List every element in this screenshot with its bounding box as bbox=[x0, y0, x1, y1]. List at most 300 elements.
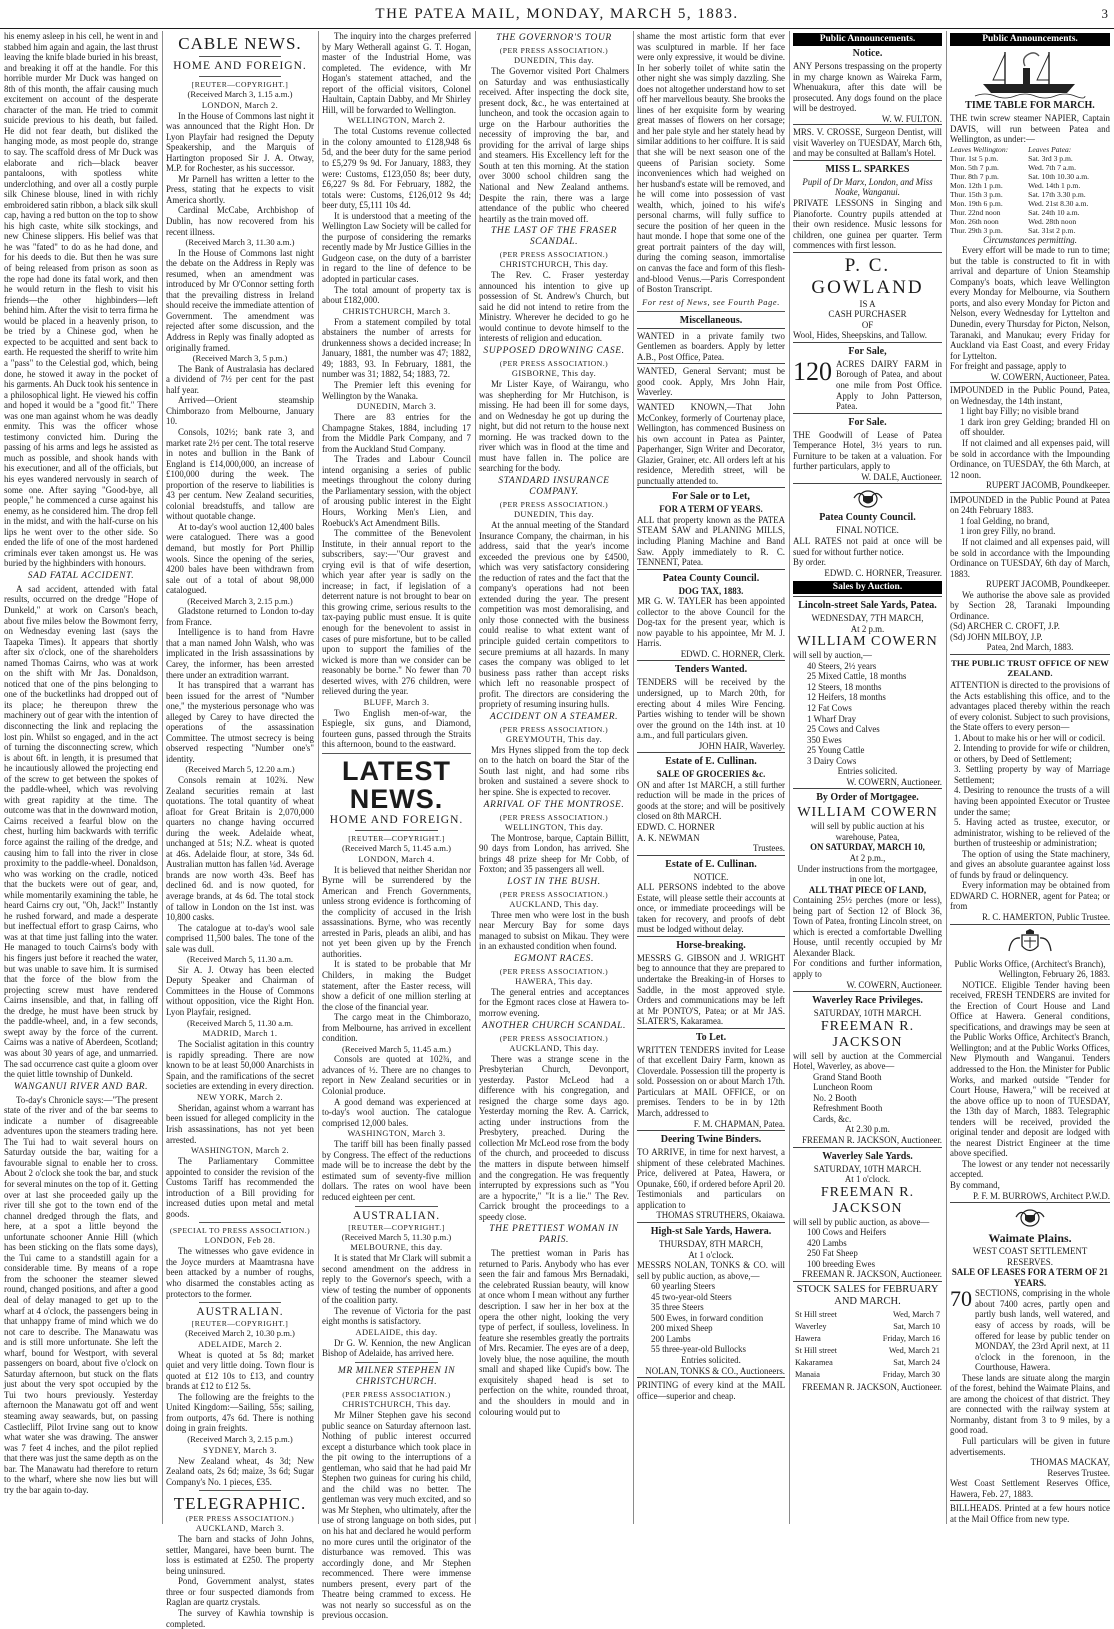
advert-text: WRITTEN TENDERS invited for Lease of that excellent Dairy Farm, known as Cloverdale. Possession till the property is sold. Possession on or about March 17th. Particulars at MAIL OFFICE, or on premises. Tenders to be in by 12th March, addressed to bbox=[637, 1044, 785, 1119]
table-cell: Sat. 31st 2 p.m. bbox=[1028, 225, 1076, 235]
list-item: Cards, &c. bbox=[813, 1113, 852, 1124]
advert-signature: JOHN HAIR, Waverley. bbox=[698, 740, 785, 751]
press-association-line: (PER PRESS ASSOCIATION.) bbox=[185, 1514, 295, 1524]
article-text: At the annual meeting of the Standard Insurance Company, the chairman, in his address, said that the year's income exceeded the previous one by £4500, which was very satisfactory considering the reduction of rates and the fact that the company's operations had not been extended during the year. The present competition was most demoralising, and only those connected with the business could realise to what extent want of principle guided certain competitors to secure premiums at all hazards. In many cases the company was obliged to let business pass rather than accept risks which left no reasonable prospect of profit. The directors are considering the propriety of resuming insuring hulls. bbox=[479, 519, 629, 710]
list-item: 250 Fat Sheep bbox=[807, 1248, 858, 1259]
received-line: (Received March 3, 5 p.m.) bbox=[192, 353, 288, 364]
table-header-row bbox=[950, 145, 1110, 154]
column-7 bbox=[950, 31, 1110, 1524]
list-item: 1. About to make his or her will or codicil. bbox=[954, 732, 1106, 743]
column-rule bbox=[162, 31, 163, 1524]
list-item: 4. Desiring to renounce the trusts of a will having been appointed Executor or Trustee under the same; bbox=[954, 785, 1110, 817]
advert-text: CASH PURCHASER bbox=[828, 309, 907, 320]
article-heading: THE LAST OF THE FRASER SCANDAL. bbox=[491, 226, 617, 248]
dateline: DUNEDIN, This day. bbox=[513, 509, 594, 519]
advert-subtitle: DOG TAX, 1883. bbox=[678, 585, 744, 596]
column-rule bbox=[318, 31, 319, 1524]
article-heading: ACCIDENT ON A STEAMER. bbox=[489, 711, 619, 722]
table-row bbox=[795, 1370, 940, 1380]
advert-text: IMPOUNDED in the Public Pound at Patea on 24th February 1883. bbox=[950, 494, 1110, 516]
advert-text: ALL PERSONS indebted to the above Estate, will please settle their accounts at once, or immediate proceedings will be taken for recovery, and proofs of debt must be lodged without delay. bbox=[637, 882, 785, 935]
list-item: 40 Steers, 2½ years bbox=[807, 660, 877, 671]
list-item: Grand Stand Booth bbox=[813, 1071, 882, 1082]
table-cell: Hawera bbox=[795, 1333, 821, 1343]
advert-text: MRS. V. CROSSE, Surgeon Dentist, will visit Waverley on TUESDAY, March 6th, and may be consulted at Ballam's Hotel. bbox=[793, 127, 942, 159]
advert-text: Circumstances permitting. bbox=[983, 234, 1077, 245]
advert-title: Lincoln-street Sale Yards, Patea. bbox=[798, 600, 937, 612]
divider bbox=[199, 1222, 282, 1223]
table-row bbox=[795, 1358, 940, 1368]
advert-text: SECTIONS, comprising in the whole about 7400 acres, partly open and partly bush lands, well watered, and easy of access by roads, will be offered for lease by public tender on MONDAY, the 23rd April next, at 11 o'clock in the forenoon, in the Courthouse, Hawera. bbox=[975, 1288, 1110, 1373]
list-item: 1 foal Gelding, no brand, bbox=[960, 515, 1050, 526]
auctioneer-name: WILLIAM COWERN bbox=[797, 634, 938, 650]
steamship-icon bbox=[975, 48, 1085, 98]
article-heading: THE PRETTIEST WOMAN IN PARIS. bbox=[489, 1224, 619, 1246]
table-cell: Thur. 29th 3 p.m. bbox=[950, 225, 1003, 235]
list-item: 350 Ewes bbox=[807, 734, 842, 745]
advert-text: By command, bbox=[950, 1180, 1000, 1191]
advert-title: TIME TABLE FOR MARCH. bbox=[965, 100, 1095, 111]
advert-signature: W. COWERN, Auctioneer. bbox=[846, 979, 942, 990]
article-text: Arrived—Orient steamship Chimborazo from Melbourne, January 10. bbox=[166, 395, 314, 427]
dateline: AUCKLAND, This day. bbox=[509, 1043, 599, 1053]
advert-text: MESSRS G. GIBSON and J. WRIGHT beg to announce that they are prepared to undertake the Breaking-in of Horses to Saddle, in the most approved style. Orders and communications may be left at Mr PONTO'S, Patea; or at Mr JAS. SLATER'S, Kakaramea. bbox=[637, 952, 785, 1027]
advert bbox=[637, 660, 785, 752]
article-heading: ARRIVAL OF THE MONTROSE. bbox=[483, 799, 625, 810]
advert bbox=[793, 252, 942, 342]
advert-date: SATURDAY, 10TH MARCH. bbox=[813, 1163, 922, 1174]
received-line: (Received March 3, 1.15 a.m.) bbox=[187, 89, 293, 99]
received-line: (Received March 5, 12.20 a.m.) bbox=[185, 764, 295, 775]
copyright-line: [REUTER—COPYRIGHT.] bbox=[191, 1319, 289, 1329]
article-text: The tariff bill has been finally passed by Congress. The effect of the reductions made will be to increase the debt by the estimated sum of seventy-five million dollars. The rates on wool have been reduced eighteen per cent. bbox=[322, 1139, 471, 1202]
advert bbox=[793, 991, 942, 1146]
article-text: In the House of Commons last night it was announced that the Right Hon. Dr Lyon Playfair had resigned the Deputy Speakership, and the Marquis of Hartington proposed Sir J. A. Otway, M.P. for Rochester, as his successor. bbox=[166, 110, 314, 174]
article-heading: EGMONT RACES. bbox=[514, 953, 594, 964]
advert bbox=[950, 654, 1110, 924]
section-subheading: HOME AND FOREIGN. bbox=[173, 60, 307, 72]
advert bbox=[637, 936, 785, 1028]
advert-text: For conditions and further information, apply to bbox=[793, 958, 942, 979]
advert-time: At 1 o'clock. bbox=[844, 1174, 891, 1185]
page-number: 3 bbox=[1101, 6, 1108, 21]
advert-text: MR G. W. TAYLER has been appointed collector to the above Council for the Dog-tax for the present year, which is now payable to his appointee, Mr M. J. Harris. bbox=[637, 596, 785, 649]
advert bbox=[793, 483, 942, 579]
advert-text: Entries solicited. bbox=[837, 766, 898, 777]
section-subheading: AUSTRALIAN. bbox=[196, 1306, 284, 1319]
advert-signature: W. DALE, Auctioneer. bbox=[861, 471, 942, 482]
dateline: DUNEDIN, March 3. bbox=[356, 402, 437, 412]
article-text: Three men who were lost in the bush near Mercury Bay for some days managed to subsist on Mikau. They were in an exhausted condition when found. bbox=[479, 909, 629, 952]
dateline: LONDON, March 4. bbox=[358, 854, 435, 864]
divider bbox=[355, 1206, 438, 1207]
advert-text: For freight and passage, apply to bbox=[950, 361, 1067, 372]
advert-text: MESSRS NOLAN, TONKS & CO. will sell by public auction, as above,— bbox=[637, 1260, 785, 1281]
article-text: A sad accident, attended with fatal results, occurred on the dredge "Hope of Dunkeld," at work on Carson's beach, about five miles below the Bowmont ferry, on Wednesday evening last (says the Taapeka Times). It appears that shortly after six o'clock, one of the shareholders named Thomas Cairns, who was at work on the shift with Mr Jas. Donaldson, noticed that one of the pins belonging to one of the bucketlinks had dropped out of its place; he thereupon threw the machinery out of gear with the intention of disconnecting the link and replacing the lost pin. Whilst so engaged, and in the act of turning the disconnecting screw, which is about 6ft. in length, it is presumed that he incautiously allowed the projecting end of the screw to get between the spokes of the paddle-wheel, which was revolving with great rapidity at the time. The outcome was that in the downward motion, Cairns received a fearful blow on the chest, hurling him backwards with terrific force against the railing of the dredge, and causing him to fall into the river in close proximity to the paddle-wheel. Donaldson, who was working on the cradle, noticed that the buckets were out of gear, and, while momentarily examining the table, he heard Cairns cry out, "Oh, Jack!" Instantly he rushed forward, and made a desperate but ineffectual effort to grasp Cairns, who was at that time just falling into the water. He managed to touch Cairns's body with his fingers just before it reached the water, but was unable to save him. It is surmised that the force of the blow from the projecting screw must have rendered Cairns insensible, and that, in falling off the dredge, he must have been struck by the paddle-wheel, and, in a few seconds, swept away by the force of the current. Cairns was a native of Aberdeen, Scotland; was about 30 years of age, and unmarried. The sad occurrence cast quite a gloom over the quiet little township of Dunkeld. bbox=[4, 583, 159, 1080]
advert-text: BILLHEADS. Printed at a few hours notice at the Mail Office from new type. bbox=[950, 1503, 1110, 1524]
continued-note: For rest of News, see Fourth Page. bbox=[642, 297, 780, 307]
copyright-line: [REUTER—COPYRIGHT.] bbox=[348, 834, 445, 843]
list-item: 12 Heifers, 18 months bbox=[807, 692, 886, 703]
article-text: The witnesses who gave evidence in the Joyce murders at Maamtrasna have been attacked by a number of roughs, who disarmed the constables acting as protectors to the former. bbox=[166, 1246, 314, 1299]
table-row bbox=[950, 208, 1110, 217]
list-item: 5. Having acted as trustee, executor, or administrator, wishing to be relieved of the burthen of trusteeship or administration; bbox=[954, 817, 1110, 849]
article-text: The barn and stacks of John Johns, settler, Mangarei, have been burnt. The loss is estimated at £250. The property being uninsured. bbox=[166, 1534, 314, 1576]
advert-text: If not claimed and all expenses paid, will be sold in accordance with the Impounding Ordinance, on TUESDAY, the 6th March, at 12 noon. bbox=[950, 438, 1110, 480]
table-cell: Wed, March 7 bbox=[892, 1309, 940, 1319]
column-5 bbox=[637, 31, 785, 1524]
advert-signature: P. F. M. BURROWS, Architect P.W.D. bbox=[972, 1190, 1110, 1201]
article-text: Sir A. J. Otway has been elected Deputy Speaker and Chairman of Committees in the House of Commons without opposition, vice the Right Hon. Lyon Playfair, resigned. bbox=[166, 964, 314, 1018]
table-cell: Kakaramea bbox=[795, 1357, 833, 1367]
article-text: It is believed that neither Sheridan nor Byrne will be surrendered by the American and French Governments, unless strong evidence is forthcoming of the complicity of accused in the Irish assassinations. Byrne, who was recently arrested in Paris, pleads an alibi, and has not yet been given up by the French authorities. bbox=[322, 864, 471, 959]
advert-title: For Sale or to Let, bbox=[672, 491, 750, 503]
dateline: CHRISTCHURCH, March 3. bbox=[342, 306, 451, 316]
advert-title: Waverley Race Privileges. bbox=[812, 995, 923, 1007]
advert-text: OF bbox=[861, 319, 874, 330]
table-cell: Thur. 1st 5 p.m. bbox=[950, 153, 999, 163]
article-text: Gladstone returned to London to-day from France. bbox=[166, 606, 314, 627]
table-cell: Friday, March 16 bbox=[882, 1333, 940, 1343]
advert-time: At 2.30 p.m. bbox=[845, 1124, 890, 1135]
article-text: The Trades and Labour Council intend organising a series of public meetings throughout the colony during the Parliamentary session, with the object of arousing public interest in the Eight Hours, Working Men's Lien, and Roebuck's Act Amendment Bills. bbox=[322, 454, 471, 528]
advert-signature: (Sd) JOHN MILBOY, J.P. bbox=[950, 631, 1043, 642]
list-item: 55 three-year-old Bullocks bbox=[651, 1344, 746, 1355]
article-text: Intelligence is to hand from Havre that a man named John Walsh, who was implicated in the Irish assassinations by Carey, the informer, has been arrested there under an extradition warrant. bbox=[166, 627, 314, 680]
item-list bbox=[637, 1281, 785, 1355]
advert-time: At 2 p.m., bbox=[849, 852, 886, 863]
press-association-line: (PER PRESS ASSOCIATION.) bbox=[499, 966, 609, 976]
dateline: SYDNEY, March 3. bbox=[203, 1445, 277, 1455]
list-item: 1 dark iron grey Gelding; branded Hl on off shoulder. bbox=[960, 416, 1110, 438]
column-2 bbox=[166, 31, 314, 1629]
advert-text: Every effort will be made to run to time; but the table is constructed to fit in with arrival and departure of Union Steamship Company's boats, which leave Wellington every Monday for Melbourne, via Southern ports, and also every Monday for Picton and Nelson, every Wednesday for Lyttelton and Dunedin, every Thursday for Picton, Nelson, Taranaki, and Manukau; every Friday for Auckland via East Coast, and every Friday for Lyttelton. bbox=[950, 245, 1110, 361]
advert-signature: Trustees. bbox=[753, 843, 785, 854]
article-text: At to-day's wool auction 12,400 bales were catalogued. There was a good demand, but mostly for Port Phillip wools. Since the opening of the series, 4200 bales have been withdrawn from sale out of a total of about 98,000 catalogued. bbox=[166, 521, 314, 596]
table-row bbox=[950, 217, 1110, 226]
article-text: Mr Lister Kaye, of Wairangu, who was shepherding for Mr Hutchison, is missing. He had been ill for some days, and on Wednesday he got up during the night, but did not return to the house next morning. He was tracked down to the river which was in flood at the time and must have fallen in. The police are searching for the body. bbox=[479, 379, 629, 474]
column-rule bbox=[789, 31, 790, 1524]
press-association-line: (PER PRESS ASSOCIATION.) bbox=[499, 46, 609, 55]
article-text: In the House of Commons last night the debate on the Address in Reply was resumed, when an amendment was introduced by Mr O'Connor setting forth that the prevailing distress in Ireland should receive the immediate attention of Government. The amendment was rejected after some discussion, and the Address in Reply was finally adopted as originally framed. bbox=[166, 247, 314, 353]
advert bbox=[950, 382, 1110, 491]
advert-subtitle: FINAL NOTICE. bbox=[836, 525, 899, 536]
section-band: Public Announcements. bbox=[950, 33, 1110, 46]
dateline: GREYMOUTH, This day. bbox=[505, 734, 603, 744]
auctioneer-name: FREEMAN R. JACKSON bbox=[820, 1018, 915, 1050]
article-text: Pond, Government analyst, states three or four suspected diamonds from Raglan are quartz crystals. bbox=[166, 1576, 314, 1608]
advert-signature: Reserves Trustee. bbox=[1047, 1467, 1110, 1478]
table-row bbox=[795, 1322, 940, 1332]
article-text: The Bank of Australasia has declared a dividend of 7½ per cent for the past half year. bbox=[166, 363, 314, 395]
advert-title: High-st Sale Yards, Hawera. bbox=[650, 1225, 772, 1237]
timetable bbox=[950, 145, 1110, 235]
article-text: Cardinal McCabe, Archbishop of Dublin, has now recovered from his recent illness. bbox=[166, 205, 314, 237]
list-item: 25 Mixed Cattle, 18 months bbox=[807, 671, 907, 682]
press-association-line: (PER PRESS ASSOCIATION.) bbox=[499, 889, 609, 899]
table-row bbox=[950, 181, 1110, 190]
press-association-line: (PER PRESS ASSOCIATION.) bbox=[499, 359, 609, 369]
table-cell: Sat, March 24 bbox=[893, 1357, 940, 1367]
advert bbox=[793, 788, 942, 991]
table-cell: Wed. 28th noon bbox=[1028, 216, 1077, 226]
dateline: NEW YORK, March 2. bbox=[196, 1092, 284, 1102]
list-item: 3. Settling property by way of Marriage Settlement; bbox=[954, 764, 1110, 785]
list-item: Refreshment Booth bbox=[813, 1103, 883, 1114]
stock-sales-table bbox=[793, 1308, 942, 1382]
advert-text: Containing 25½ perches (more or less), being part of Section 12 of Block 36, Town of Patea, fronting Lincoln street, on which is erected a comfortable Dwelling House, until recently occupied by Mr Alexander Black. bbox=[793, 895, 942, 958]
advert-title: P. C. GOWLAND bbox=[811, 254, 924, 298]
advert bbox=[793, 342, 942, 413]
advert-signature: (Sd) ARCHER C. CROFT, J.P. bbox=[950, 621, 1060, 632]
advert-subtitle: SALE OF GROCERIES &c. bbox=[656, 769, 766, 780]
dateline: CHRISTCHURCH, This day. bbox=[499, 260, 609, 270]
section-band: Sales by Auction. bbox=[793, 581, 942, 594]
advert-text: THE twin screw steamer NAPIER, Captain DAVIS, will run between Patea and Wellington, as under:— bbox=[950, 113, 1110, 145]
advert-text: ATTENTION is directed to the provisions of the Acts establishing this office, and to the advantages placed thereby within the reach of every colonist. Subject to such provisions, the State offers to every person— bbox=[950, 679, 1110, 733]
article-text: Consols, 102½; bank rate 3, and market rate 2½ per cent. The total reserve in notes and bullion in the Bank of England is £14,000,000, an increase of £100,000 during the week. The proportion of the reserve to liabilities is 43 per centum. New Zealand securities, colonial breadstuffs, and tallow are without quotable change. bbox=[166, 426, 314, 522]
advert-date: SATURDAY, 10TH MARCH. bbox=[813, 1008, 922, 1019]
advert-title: For Sale. bbox=[848, 416, 887, 428]
table-cell: Sat. 10th 10.30 a.m. bbox=[1028, 171, 1090, 181]
advert-title: STOCK SALES for FEBRUARY AND MARCH. bbox=[796, 1283, 939, 1307]
article-text: Sheridan, against whom a warrant has been issued for alleged complicity in the Irish assassinations, has not yet been arrested. bbox=[166, 1102, 314, 1145]
article-text: The following are the freights to the United Kingdom:—Sailing, 55s; sailing, from outports, 47s 6d. There is nothing doing in grain freights. bbox=[166, 1391, 314, 1434]
article-heading: WANGANUI RIVER AND BAR. bbox=[13, 1081, 149, 1092]
advert-text: ACRES DAIRY FARM in Borough of Patea, and about one mile from Post Office. Apply to John Patterson, Patea. bbox=[836, 358, 942, 412]
dateline: WELLINGTON, March 2. bbox=[347, 116, 446, 126]
advert-title: Estate of E. Cullinan. bbox=[665, 858, 757, 870]
advert-signature: FREEMAN R. JACKSON, Auctioneer. bbox=[801, 1269, 942, 1280]
advert-title: Public Works Office, (Architect's Branch), bbox=[954, 958, 1106, 969]
auctioneer-name: FREEMAN R. JACKSON bbox=[820, 1184, 915, 1216]
article-text: The prettiest woman in Paris has returned to Paris. Anybody who has ever seen the fair and famous Mrs Bernadaki, the celebrated Russian beauty, will know at once whom I mean without any further description. I saw her in her box at the opera the other night, looking the very type of perfect, if soulless, loveliness. In feature she resembles greatly the portraits of Mrs. Recamier. The eyes are of a deep, lovely blue, the nose aquiline, the mouth small and shaped like Cupid's bow. The exquisitely shaped head is set to perfection on the white, rounded throat, and the shoulders in mould and in colouring would put to bbox=[479, 1248, 629, 1417]
article-heading: LOST IN THE BUSH. bbox=[507, 876, 601, 887]
advert-title: Notice. bbox=[852, 48, 883, 59]
advert-text: Full particulars will be given in future advertisements. bbox=[950, 1435, 1110, 1457]
article-text: The cargo meat in the Chimborazo, from Melbourne, has arrived in excellent condition. bbox=[322, 1012, 471, 1044]
dateline: DUNEDIN, This day. bbox=[513, 56, 594, 65]
table-cell: Friday, March 30 bbox=[882, 1369, 940, 1379]
advert-text: Every information may be obtained from EDWARD C. HORNER, agent for Patea; or from bbox=[950, 880, 1110, 912]
advert-text: ANY Persons trespassing on the property in my charge known as Waireka Farm, Whenuakura, after this date will be prosecuted. Any dogs found on the place will be destroyed. bbox=[793, 61, 942, 114]
received-line: (Received March 5, 11.30 a.m. bbox=[186, 954, 294, 965]
table-cell: Manaia bbox=[795, 1369, 820, 1379]
advert-text: WANTED in a private family two Gentlemen as boarders. Apply by letter A.B., Post Office, Patea. bbox=[637, 330, 785, 362]
dateline: ADELAIDE, this day. bbox=[355, 1327, 438, 1337]
press-association-line: (PER PRESS ASSOCIATION.) bbox=[499, 724, 609, 734]
table-row bbox=[950, 190, 1110, 199]
dateline: WELLINGTON, This day. bbox=[504, 822, 604, 832]
advert-text: TO ARRIVE, in time for next harvest, a shipment of these celebrated Machines. Price, delivered at Patea, Hawera, or Opunake, £60, if ordered before April 20. Testimonials and particulars on application to bbox=[637, 1147, 785, 1210]
advert bbox=[793, 1147, 942, 1281]
advert-signature: EDWD. C. HORNER bbox=[637, 822, 715, 832]
copyright-line: [REUTER—COPYRIGHT.] bbox=[348, 1222, 445, 1232]
item-list bbox=[793, 1227, 942, 1269]
list-item: 25 Cows and Calves bbox=[807, 724, 880, 735]
received-line: (Received March 5, 11.30 p.m.) bbox=[341, 1231, 452, 1242]
advert-text: We authorise the above sale as provided by Section 28, Taranaki Impounding Ordinance. bbox=[950, 589, 1110, 621]
table-cell: Mon. 26th noon bbox=[950, 216, 999, 226]
section-heading: LATEST NEWS. bbox=[342, 756, 451, 814]
item-list bbox=[793, 661, 942, 766]
advert-signature: NOLAN, TONKS & CO., Auctioneers. bbox=[645, 1365, 785, 1376]
advert-title: MISS L. SPARKES bbox=[825, 163, 910, 175]
dateline: GISBORNE, This day. bbox=[511, 369, 597, 379]
dateline: WASHINGTON, March 2. bbox=[190, 1146, 290, 1156]
list-item: 1 iron grey Filly, no brand. bbox=[960, 526, 1056, 537]
advert bbox=[793, 124, 942, 160]
advert-text: THE Goodwill of Lease of Patea Temperance Hotel, 3½ years to run. Furniture to be taken at a valuation. For further particulars, apply to bbox=[793, 429, 942, 472]
article-text: Dr G. W. Kennion, the new Anglican Bishop of Adelaide, has arrived here. bbox=[322, 1337, 471, 1359]
article-text: The Premier left this evening for Wellington by the Wanaka. bbox=[322, 379, 471, 401]
advert bbox=[637, 328, 785, 364]
advert-text: ALL THAT PIECE OF LAND, bbox=[808, 884, 927, 895]
section-band: Public Announcements. bbox=[793, 33, 942, 46]
table-row bbox=[950, 172, 1110, 181]
auctioneer-name: WILLIAM COWERN bbox=[797, 805, 938, 821]
divider bbox=[199, 1490, 282, 1491]
coat-of-arms-icon bbox=[1013, 1207, 1047, 1229]
advert-date: Wellington, February 26, 1883. bbox=[998, 969, 1110, 980]
advert-date: THURSDAY, 8TH MARCH, bbox=[658, 1238, 764, 1249]
article-text: The Socialist agitation in this country is rapidly spreading. There are now known to be at least 50,000 Anarchists in Spain, and the ramifications of the secret societies are extending in every direction. bbox=[166, 1039, 314, 1092]
advert-text: Wool, Hides, Sheepskins, and Tallow. bbox=[793, 330, 927, 341]
article-text: A good demand was experienced at to-day's wool auction. The catalogue comprised 12,000 bales. bbox=[322, 1096, 471, 1128]
list-item: 420 Lambs bbox=[807, 1237, 847, 1248]
advert bbox=[950, 1202, 1110, 1500]
advert-signature: EDWD. C. HORNER, Treasurer. bbox=[824, 567, 942, 578]
advert-subtitle: NOTICE. bbox=[693, 871, 729, 882]
advert-signature: FREEMAN R. JACKSON, Auctioneer. bbox=[801, 1135, 942, 1146]
column-6 bbox=[793, 31, 942, 1524]
list-item: 25 Young Cattle bbox=[807, 745, 865, 756]
table-cell: Mon. 12th 1 p.m. bbox=[950, 180, 1003, 190]
advert-text: WANTED KNOWN,—That John McConkey, formerly of Courtenay place, Wellington, has commenced Business on his own account in Patea as Painter, Paperhanger, Sign Writer and Decorator, Glazier, Grainer, etc. All orders left at his residence, Meredith street, will be punctually attended to. bbox=[637, 401, 785, 486]
list-item: 500 Ewes, in forward condition bbox=[651, 1312, 764, 1323]
advert-text: ALL RATES not paid at once will be sued for without further notice. bbox=[793, 535, 942, 557]
article-text: The total amount of property tax is about £182,000. bbox=[322, 284, 471, 306]
table-cell: Mon. 5th 7 p.m. bbox=[950, 162, 999, 172]
advert bbox=[950, 1500, 1110, 1525]
royal-arms-icon bbox=[1005, 929, 1055, 957]
table-cell: Thur. 15th 3 p.m. bbox=[950, 189, 1003, 199]
advert-date: ON SATURDAY, MARCH 10, bbox=[810, 842, 925, 853]
table-row bbox=[795, 1346, 940, 1356]
column-rule bbox=[633, 31, 634, 1524]
article-text: To-day's Chronicle says:—"The present state of the river and of the bar seems to indicate a number of disagreeable adventures upon the steamers trading here. The Tui had to wait several hours on Saturday outside the bar, waiting for a favourable signal to enable her to cross. About 2 o'clock she took the bar, and stuck for several minutes on the top of it. Getting over at last she proceeded gaily up the river till she got to the town end of the channel dredged through the flats, and here, at a spot a little beyond the unfortunate schooner Annie Hill (which has been sticking on the flats some days), the Tui came to a standstill again for a considerable time. By means of a rope from the schooner the steamer slewed round, changed positions, and after a good deal of delay managed to get up to the wharf at 4 o'clock, the passengers being in that unhappy frame of mind which we do not care to describe. The Manawatu was and is still more unfortunate. She left the wharf, bound for Westport, with several passengers on board, about five o'clock on Saturday afternoon, but stuck on the flats just about the very spot occupied by the Tui two hours previously. Yesterday afternoon the Manawatu got off and went steaming away seawards, but, on passing Castlecliff, Pilot Irvine sang out to know what water she was drawing. The answer was 7 feet 4 inches, and the pilot replied that there was just the same depth as on the bar. The Manawatu had therefore to return to the wharf, where she now lies but will try the bar again to-day. bbox=[4, 1094, 158, 1495]
advert bbox=[637, 363, 785, 399]
advert-signature: W. W. FULTON. bbox=[881, 113, 942, 124]
advert-text: IMPOUNDED in the Public Pound, Patea, on Wednesday, the 14th instant, bbox=[950, 385, 1110, 406]
article-text: There was a strange scene in the Presbyterian Church, Devonport, yesterday. Pastor McLeod had a difference with his congregation, and resigned the charge some days ago. Yesterday morning the Rev. A. Carrick, acting under instructions from the Presbytery, preached. During the collection Mr McLeod rose from the body of the church, and proceeded to discuss the matters in dispute between himself and the congregation. He was frequently interrupted by expressions such as "You are a hypocrite," "It is a lie." The Rev. Carrick brought the proceedings to a speedy close. bbox=[479, 1053, 629, 1222]
advert-text: NOTICE. Eligible Tender having been received, FRESH TENDERS are invited for the Erection of Court House and Land Office at Hawera. General conditions, specifications, and drawings may be seen at the Public Works Office, Architect's Branch, Wellington; and at the Public Works Offices, New Plymouth and Wanganui. Tenders addressed to the Hon. the Minister for Public Works, and marked outside "Tender for Court House, Hawera," will be received at the above office up to noon of TUESDAY, the 13th day of March, 1883. Telegraphic tenders will be received, provided the original tender and deposit are lodged with the nearest District Engineer at the time above specified. bbox=[950, 979, 1110, 1159]
article-text: It is understood that a meeting of the Wellington Law Society will be called for the purpose of considering the remarks recently made by Mr Justice Gillies in the Gudgeon case, on the duty of a barrister in regard to the line of defence to be adopted in particular cases. bbox=[322, 210, 471, 285]
advert-subtitle: Pupil of Dr Marx, London, and Miss Noake, Wanganui. bbox=[802, 176, 933, 198]
table-cell: Wed. 7th 7 a.m. bbox=[1028, 162, 1076, 172]
received-line: (Received March 3, 11.30 a.m.) bbox=[185, 237, 295, 248]
article-text: Mr Milner Stephen gave his second public seance on Saturday afternoon last. Nothing of public interest occurred except a disturbance which took place in the pit owing to the interruptions of a gentleman, who said that he had paid Mr Stephen two guineas for curing his child, and the child was no better. The gentleman was very much excited, and so was Mr Stephen, who ultimately, after the use of strong language on both sides, put on his hat and declared he would perform no more cures until the originator of the disturbance was removed. This was accordingly done, and Mr Stephen recommenced. There were immense numbers present, every part of the Theatre being crammed to excess. He was not nearly so successful as on the previous occasion. bbox=[322, 1409, 471, 1621]
list-item: No. 2 Booth bbox=[813, 1092, 857, 1103]
advert-title: Waimate Plains. bbox=[988, 1231, 1072, 1246]
article-text: Mrs Hynes slipped from the top deck on to the hatch on board the Star of the South last night, and had some ribs broken and sustained a severe shock to her spine. She is expected to recover. bbox=[479, 744, 629, 797]
advert-text: ALL that property known as the PATEA STEAM SAW and PLANING MILLS, including Planing Machine and Band Saw. Apply immediately to R. C. TENNENT, Patea. bbox=[637, 514, 785, 568]
dateline: BLUFF, March 3. bbox=[363, 697, 430, 707]
dateline: MELBOURNE, this day. bbox=[350, 1243, 443, 1253]
list-item: 12 Steers, 18 months bbox=[807, 681, 882, 692]
advert-signature: RUPERT JACOMB, Poundkeeper. bbox=[985, 579, 1110, 590]
advert bbox=[637, 569, 785, 661]
table-cell: Sat. 17th 3.30 p.m. bbox=[1028, 189, 1086, 199]
table-cell: St Hill street bbox=[795, 1345, 837, 1355]
article-text: The inquiry into the charges preferred by Mary Wetherall against G. T. Hogan, master of the Industrial Home, was completed. The evidence, with Mr Hogan's statement attached, and the report of the official visitors, Colonel Haultain, Captain Dabby, and Mr Shirley Hill, will be forwarded to Wellington. bbox=[322, 31, 471, 115]
table-cell: Sat. 24th 10 a.m. bbox=[1028, 207, 1080, 217]
press-association-line: (PER PRESS ASSOCIATION.) bbox=[342, 1389, 451, 1399]
advert-title: Patea County Council. bbox=[819, 512, 916, 524]
table-row bbox=[795, 1310, 940, 1320]
divider bbox=[355, 1362, 438, 1363]
article-text: It is stated to be probable that Mr Childers, in making the Budget statement, after the Easter recess, will show a deficit of one million sterling at the close of the financial year. bbox=[322, 959, 471, 1012]
section-subheading: HOME AND FOREIGN. bbox=[329, 814, 464, 826]
divider bbox=[322, 753, 471, 754]
advert-subtitle: WEST COAST SETTLEMENT RESERVES. bbox=[972, 1246, 1088, 1267]
acreage-figure: 120 bbox=[793, 356, 832, 386]
advert-signature: FREEMAN R. JACKSON, Auctioneer. bbox=[801, 1381, 942, 1392]
column-rule bbox=[946, 31, 947, 1524]
article-text: Consols remain at 102¾. New Zealand securities remain at last quotations. The total quantity of wheat afloat for Great Britain is 2,070,000 quarters no change having occurred during the week. Adelaide wheat, unchanged at 51s; N.Z. wheat is quoted at 46s. Adelaide flour, at store, 34s 6d. Australian mutton has fallen ¼d. Average brands are now worth 43s. Beef has declined 6d. and is now quoted, for average brands, at 4s 6d. The total stock of tallow in London on the 1st inst. was 10,800 casks. bbox=[166, 775, 314, 923]
divider bbox=[199, 1302, 282, 1303]
list-item: 3 Dairy Cows bbox=[807, 755, 857, 766]
table-row bbox=[950, 199, 1110, 208]
advert-text: These lands are situate along the margin of the forest, behind the Waimate Plains, and are among the choicest of that district. They are connected with the railway system at Normanby, distant from 3 to 9 miles, by a good road. bbox=[950, 1372, 1110, 1436]
advert-body bbox=[950, 1288, 1110, 1372]
press-association-line: (PER PRESS ASSOCIATION.) bbox=[499, 1033, 609, 1043]
list-item: 45 two-year-old Steers bbox=[651, 1291, 732, 1302]
advert bbox=[793, 413, 942, 484]
article-text: his enemy asleep in his cell, he went in and stabbed him again and again, the last thrust leaving the knife blade buried in his breast, and breaking it off at the handle. For this horrible murder Mr Duck was hanged on 8th of this month, the affair causing much excitement on account of the desperate character of the man. He tried to commit suicide previous to his death, but failed. He did not fear death, but disliked the hanging mode, as most people do, strange to say. The scaffold dress of Mr Duck was elaborate and rich—black beaver pantaloons, with spotless white underclothing, and over all a costly purple silk Chinese blouse, lined in with richly embroidered satin ribbon, a black silk skull cap, having a red button on the top to show his high caste, white silk stockings, and new Chinese slippers. His belief was that he was "fated" to do as he had done, and for his deeds to die. But then he was sure of being released from prison as soon as the rope had done its fatal work, and then he would return in the flesh to visit his friends—the other highbinders—left behind him. After the visit to terra firma he would be placed in a heavenly prison, to be tried by a Chinese god, when he expected to be acquitted and sent back to earth. He requested the sheriff to write him a "pass" to the Celestial god, which, being done, he stowed it away in the pocket of his garments. Ah Duck took his sentence in a philosophical light. He viewed his coffin and hoped it would be a "good fit." There was one man against whom he was deadly enmity. This was the officer whose testimony convicted him. During the passing of his arms and legs he assisted as much as possible, and shook hands with his executioner, and all of the officials, but his eyes wandered nervously in search of some one. After saying "Good-bye, all people," he commenced a curse against his enemy, as he considered him. The drop fell in the midst, and with the half-curse on his lips he went over to the other side. So ended the life of one of the most hardened criminals ever taken amongst us. He was buried by the highbinders with honours. bbox=[4, 31, 158, 569]
section-heading: Miscellaneous. bbox=[679, 314, 743, 326]
advert-text: TENDERS will be received by the undersigned, up to March 20th, for erecting about 4 miles Wire Fencing. Parties wishing to tender will be shown over the ground on the 14th inst. at 10 a.m., and full particulars given. bbox=[637, 677, 785, 741]
dateline: LONDON, March 2. bbox=[201, 100, 279, 110]
article-text: Consols are quoted at 102¾, and advances of ½. There are no changes to report in New Zealand securities or in Colonial produce. bbox=[322, 1054, 471, 1097]
table-cell: Wed. 14th 1 p.m. bbox=[1028, 180, 1081, 190]
advert-text: The option of using the State machinery, and gives an absolute guarantee against loss of funds by fraud or delinquency. bbox=[950, 848, 1110, 880]
article-heading: STANDARD INSURANCE COMPANY. bbox=[498, 475, 610, 497]
article-heading: ANOTHER CHURCH SCANDAL. bbox=[482, 1020, 626, 1031]
section-subheading: AUSTRALIAN. bbox=[352, 1209, 441, 1222]
table-cell: St Hill street bbox=[795, 1309, 837, 1319]
advert-date: WEDNESDAY, 7TH MARCH, bbox=[811, 613, 924, 624]
dateline: LONDON, Feb 28. bbox=[204, 1236, 276, 1246]
advert-signature: EDWD. C. HORNER, Clerk. bbox=[680, 648, 785, 659]
advert-time: At 1 o'clock. bbox=[688, 1249, 734, 1260]
advert bbox=[637, 855, 785, 936]
press-association-line: (PER PRESS ASSOCIATION.) bbox=[499, 812, 609, 822]
advert-title: To Let. bbox=[695, 1031, 727, 1043]
divider bbox=[199, 56, 282, 57]
article-heading: SUPPOSED DROWNING CASE. bbox=[483, 346, 625, 357]
received-line: (Received March 3, 2.15 p.m.) bbox=[187, 595, 293, 606]
advert-text: IS A bbox=[859, 298, 876, 309]
list-item: 1 light bay Filly; no visible brand bbox=[960, 406, 1079, 417]
advert-text: WANTED, General Servant; must be good cook. Apply, Mrs John Hair, Waverley. bbox=[637, 366, 785, 398]
advert-signature: R. C. HAMERTON, Public Trustee. bbox=[981, 912, 1110, 922]
list-item: 12 Fat Cows bbox=[807, 702, 852, 713]
article-heading: SAD FATAL ACCIDENT. bbox=[27, 570, 135, 581]
list-item: 200 Lambs bbox=[651, 1333, 691, 1344]
advert-title: Horse-breaking. bbox=[676, 939, 746, 951]
article-text: There are 83 entries for the Champagne Stakes, 1884, including 17 from the Middle Park Company, and 7 from the Auckland Stud Company. bbox=[322, 412, 471, 454]
